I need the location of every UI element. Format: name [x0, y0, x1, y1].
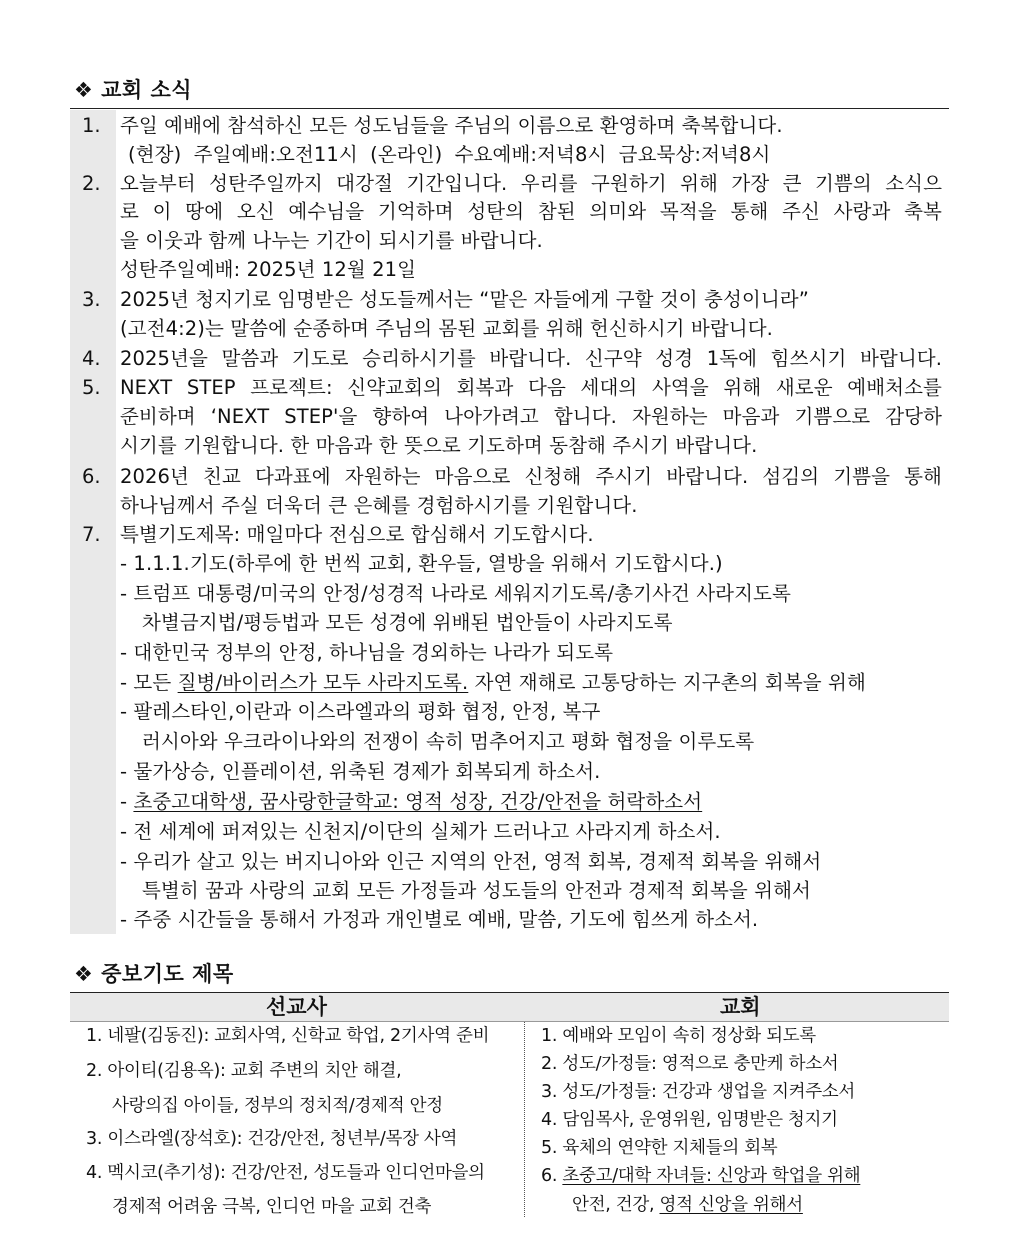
list-item-line: 로 이 땅에 오신 예수님을 기억하며 성탄의 참된 의미와 목적을 통해 주신 사랑과 축복 [120, 200, 942, 223]
missionary-item: 4. 멕시코(추기성): 건강/안전, 성도들과 인디언마을의 [86, 1163, 485, 1183]
column-divider [524, 1022, 525, 1217]
underlined-text: - 모든 [120, 671, 178, 694]
missionary-item-cont: 사랑의집 아이들, 정부의 정치적/경제적 안정 [112, 1096, 443, 1116]
list-item-line: 성탄주일예배: 2025년 12월 21일 [120, 258, 417, 281]
church-item: 5. 육체의 연약한 지체들의 회복 [541, 1138, 778, 1158]
church-column-header: 교회 [720, 995, 761, 1019]
underlined-text: 초중고대학생, 꿈사랑한글학교: 영적 성장, 건강/안전을 허락하소서 [133, 790, 703, 813]
list-item-line: (현장) 주일예배:오전11시 (온라인) 수요예배:저녁8시 금요묵상:저녁8시 [128, 143, 771, 166]
prayer-bullet: - 대한민국 정부의 안정, 하나님을 경외하는 나라가 되도록 [120, 641, 614, 664]
list-item-line: (고전4:2)는 말씀에 순종하며 주님의 몸된 교회를 위해 헌신하시기 바랍니다. [120, 317, 773, 340]
list-item-line: 2026년 친교 다과표에 자원하는 마음으로 신청해 주시기 바랍니다. 섬김의 기쁨을 통해 [120, 465, 942, 488]
church-item: 2. 성도/가정들: 영적으로 충만케 하소서 [541, 1054, 839, 1074]
list-item-line: NEXT STEP 프로젝트: 신약교회의 회복과 다음 세대의 사역을 위해 새로운 예배처소를 [120, 376, 942, 399]
church-news-heading: ❖ 교회 소식 [74, 78, 193, 102]
prayer-bullet: - 우리가 살고 있는 버지니아와 인근 지역의 안전, 영적 회복, 경제적 회복을 위해서 [120, 850, 822, 873]
underlined-text: 질병/바이러스가 모두 사라지도록. [177, 671, 469, 694]
missionary-item: 3. 이스라엘(장석호): 건강/안전, 청년부/목장 사역 [86, 1129, 458, 1149]
church-item [541, 1163, 860, 1189]
list-item-line: 2025년 청지기로 임명받은 성도들께서는 “맡은 자들에게 구할 것이 충성이니라” [120, 288, 809, 311]
church-item: 1. 예배와 모임이 속히 정상화 되도록 [541, 1026, 816, 1046]
list-item-line: 을 이웃과 함께 나누는 기간이 되시기를 바랍니다. [120, 229, 543, 252]
item-prefix: 6. [541, 1166, 563, 1186]
list-number: 3. [82, 288, 101, 311]
prayer-bullet-cont: 특별히 꿈과 사랑의 교회 모든 가정들과 성도들의 안전과 경제적 회복을 위해서 [142, 879, 811, 902]
section-divider [70, 108, 949, 109]
prayer-bullet: - 주중 시간들을 통해서 가정과 개인별로 예배, 말씀, 기도에 힘쓰게 하소서. [120, 908, 759, 931]
list-item-line: 주일 예배에 참석하신 모든 성도님들을 주님의 이름으로 환영하며 축복합니다. [120, 114, 783, 137]
list-number: 2. [82, 172, 101, 195]
missionaries-column-header: 선교사 [266, 995, 327, 1019]
intercession-heading: ❖ 중보기도 제목 [74, 962, 234, 986]
list-number: 5. [82, 376, 101, 399]
prayer-bullet-cont: 러시아와 우크라이나와의 전쟁이 속히 멈추어지고 평화 협정을 이루도록 [142, 730, 755, 753]
prayer-bullet: - 트럼프 대통령/미국의 안정/성경적 나라로 세워지기도록/총기사건 사라지도록 [120, 582, 791, 605]
underlined-text: 초중고/대학 자녀들: 신앙과 학업을 위해 [562, 1166, 861, 1186]
prayer-bullet: - 팔레스타인,이란과 이스라엘과의 평화 협정, 안정, 복구 [120, 700, 601, 723]
bullet-dash: - [120, 790, 134, 813]
list-item-line: 2025년을 말씀과 기도로 승리하시기를 바랍니다. 신구약 성경 1독에 힘쓰시기 바랍니다. [120, 347, 942, 370]
missionary-item-cont: 경제적 어려움 극복, 인디언 마을 교회 건축 [112, 1197, 432, 1217]
list-item-line: 시기를 기원합니다. 한 마음과 한 뜻으로 기도하며 동참해 주시기 바랍니다. [120, 434, 758, 457]
missionary-item: 1. 네팔(김동진): 교회사역, 신학교 학업, 2기사역 준비 [86, 1026, 490, 1046]
list-number: 7. [82, 523, 101, 546]
prayer-bullet: - 1.1.1.기도(하루에 한 번씩 교회, 환우들, 열방을 위해서 기도합시다.) [120, 552, 723, 575]
underlined-text: 영적 신앙을 위해서 [659, 1195, 803, 1215]
prayer-bullet-cont: 차별금지법/평등법과 모든 성경에 위배된 법안들이 사라지도록 [142, 611, 673, 634]
item-text: 안전, 건강, [572, 1195, 660, 1215]
church-item: 3. 성도/가정들: 건강과 생업을 지켜주소서 [541, 1082, 856, 1102]
list-item-line: 오늘부터 성탄주일까지 대강절 기간입니다. 우리를 구원하기 위해 가장 큰 기쁨의 소식으 [120, 172, 942, 195]
church-item: 4. 담임목사, 운영위원, 임명받은 청지기 [541, 1110, 838, 1130]
list-item-line: 하나님께서 주실 더욱더 큰 은혜를 경험하시기를 기원합니다. [120, 494, 638, 517]
list-item-line: 준비하며 ‘NEXT STEP'을 향하여 나아가려고 합니다. 자원하는 마음과 기쁨으로 감당하 [120, 405, 942, 428]
list-number: 4. [82, 347, 101, 370]
list-number: 1. [82, 114, 101, 137]
list-item-line: 특별기도제목: 매일마다 전심으로 합심해서 기도합시다. [120, 523, 594, 546]
missionary-item: 2. 아이티(김용옥): 교회 주변의 치안 해결, [86, 1061, 402, 1081]
prayer-table-header [70, 992, 949, 1022]
prayer-bullet [120, 669, 938, 697]
prayer-bullet: - 물가상승, 인플레이션, 위축된 경제가 회복되게 하소서. [120, 760, 601, 783]
church-item-cont [572, 1192, 803, 1218]
bullet-rest: 자연 재해로 고통당하는 지구촌의 회복을 위해 [468, 671, 866, 694]
list-number: 6. [82, 465, 101, 488]
prayer-bullet [120, 788, 702, 816]
prayer-bullet: - 전 세계에 퍼져있는 신천지/이단의 실체가 드러나고 사라지게 하소서. [120, 820, 721, 843]
